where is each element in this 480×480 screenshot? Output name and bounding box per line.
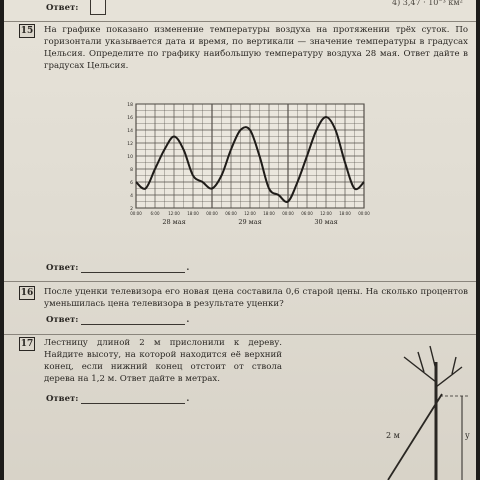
temperature-chart — [116, 98, 376, 238]
date-label: 30 мая — [314, 218, 338, 226]
x-tick-label: 00:00 — [282, 211, 294, 216]
task17-answer-field[interactable] — [81, 395, 185, 404]
y-tick-label: 12 — [127, 142, 133, 147]
height-label: у — [465, 431, 470, 440]
task16-answer-label: Ответ: — [46, 315, 79, 325]
divider-2 — [4, 281, 476, 282]
task15-number: 15 — [20, 26, 34, 36]
task16-number: 16 — [20, 288, 34, 298]
task17-answer-label: Ответ: — [46, 394, 79, 404]
x-tick-label: 18:00 — [339, 211, 351, 216]
y-tick-label: 16 — [127, 116, 133, 121]
top-answer-label: Ответ: — [46, 3, 79, 13]
exam-page — [4, 0, 476, 480]
task17-answer-row: Ответ: . — [46, 394, 190, 404]
y-tick-label: 4 — [130, 194, 133, 199]
x-tick-label: 12:00 — [244, 211, 256, 216]
task15-answer-field[interactable] — [81, 264, 185, 273]
top-right-fragment: 4) 3,47 · 10⁻³ км² — [392, 0, 463, 7]
x-tick-label: 6:00 — [150, 211, 160, 216]
x-tick-label: 00:00 — [358, 211, 370, 216]
date-label: 28 мая — [162, 218, 186, 226]
divider-3 — [4, 334, 476, 335]
tree-branches — [404, 346, 462, 387]
date-label: 29 мая — [238, 218, 262, 226]
task17-number: 17 — [20, 339, 34, 349]
divider-1 — [4, 21, 476, 22]
x-tick-label: 12:00 — [168, 211, 180, 216]
task17-text: Лестницу длиной 2 м прислонили к дереву. Найдите высоту, на которой находится её верхний конец, если нижний конец отстоит от ствола дерева на 1,2 м. Ответ дайте в метрах. — [44, 338, 282, 384]
x-tick-label: 12:00 — [320, 211, 332, 216]
tree-ladder-figure — [344, 342, 476, 480]
task16-answer-field[interactable] — [81, 316, 185, 325]
x-tick-label: 00:00 — [206, 211, 218, 216]
x-tick-label: 00:00 — [130, 211, 142, 216]
task16-text: После уценки телевизора его новая цена составила 0,6 старой цены. На сколько процентов уменьшилась цена телевизора в результате уценки? — [44, 287, 468, 309]
y-tick-label: 2 — [130, 207, 133, 212]
x-tick-label: 18:00 — [187, 211, 199, 216]
task15-answer-label: Ответ: — [46, 263, 79, 273]
y-tick-label: 18 — [127, 103, 133, 108]
y-tick-label: 6 — [130, 181, 133, 186]
task16-answer-row: Ответ: . — [46, 315, 190, 325]
x-tick-label: 06:00 — [225, 211, 237, 216]
top-answer-row — [46, 3, 78, 13]
x-tick-label: 18:00 — [263, 211, 275, 216]
top-answer-box[interactable] — [90, 0, 106, 15]
ladder-length-label: 2 м — [386, 431, 400, 440]
task15-text: На графике показано изменение температуры воздуха на протяжении трёх суток. По горизонтали указывается дата и время, по вертикали — значение температуры в градусах Цельсия. Определите по графику наибольшую температуру воздуха 28 мая. Ответ дайте в градусах Цельсия. — [44, 25, 468, 71]
y-tick-label: 10 — [127, 155, 133, 160]
x-tick-label: 06:00 — [301, 211, 313, 216]
y-tick-label: 14 — [127, 129, 133, 134]
task15-answer-row: Ответ: . — [46, 263, 190, 273]
y-tick-label: 8 — [130, 168, 133, 173]
